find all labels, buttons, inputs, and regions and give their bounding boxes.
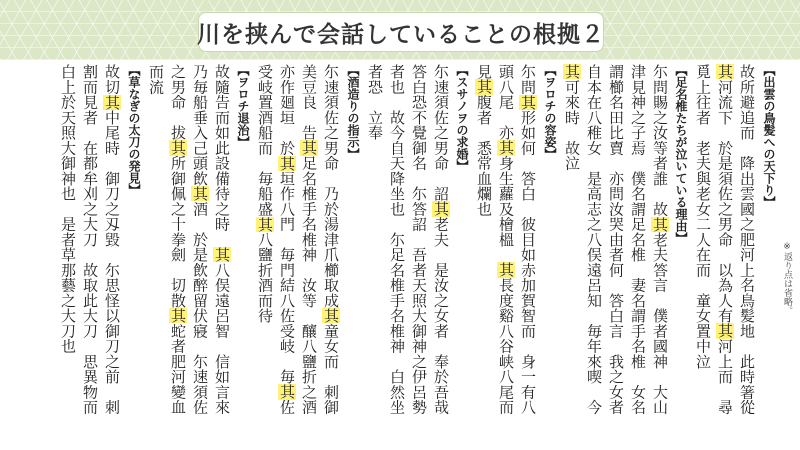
- highlighted-char: 其: [169, 308, 187, 324]
- highlighted-char: 其: [191, 186, 209, 202]
- highlighted-char: 其: [278, 155, 296, 171]
- text-column: 見其腹者 悉常血爛也: [475, 64, 493, 217]
- text-column: 尓速須佐之男命 詔其老夫 是汝之女者 奉於吾哉: [432, 64, 450, 415]
- highlighted-char: 其: [169, 140, 187, 156]
- text-column: 美豆良 告其足名椎手名椎神 汝等 釀八鹽折之酒: [300, 64, 318, 415]
- highlighted-char: 其: [475, 79, 493, 95]
- highlighted-char: 其: [322, 308, 340, 324]
- section-heading: 【ヲロチの容姿】: [543, 64, 557, 160]
- text-column: 自本在八稚女 是高志之八俣遠呂知 毎年來喫 今: [585, 64, 603, 415]
- section-heading: 【出雲の鳥髪への天下り】: [762, 64, 776, 208]
- text-column: 者恐 立奉: [366, 64, 384, 141]
- highlighted-char: 其: [497, 140, 515, 156]
- text-column: 答白恐不覺御名 尓答詔 吾者天照大御神之伊呂勢: [410, 64, 428, 415]
- text-column: 故隨告而如此設備待之時 其八俣遠呂智 信如言來: [213, 64, 231, 415]
- highlighted-char: 其: [716, 64, 734, 80]
- highlighted-char: 其: [497, 262, 515, 278]
- text-column: 割而見者 在都牟刈之大刀 故取此大刀 思異物而: [81, 64, 99, 415]
- text-column: 尓問賜之汝等者誰 故其老夫答言 僕者國神 大山: [651, 64, 669, 415]
- section-heading: 【酒造りの指示】: [346, 64, 360, 160]
- highlighted-char: 其: [716, 323, 734, 339]
- section-heading: 【足名椎たちが泣いている理由】: [674, 64, 688, 244]
- text-column: 尓問其形如何 答白 彼目如赤加賀智而 身一有八: [519, 64, 537, 415]
- text-column: 頭八尾 亦其身生蘿及檜榲 其長度谿八谷峡八尾而: [497, 64, 515, 415]
- highlighted-char: 其: [256, 216, 274, 232]
- text-column: 其可來時 故泣: [563, 64, 581, 171]
- text-column: 之男命 拔其所御佩之十拳劍 切散其蛇者肥河變血: [169, 64, 187, 415]
- text-column: 者也 故今自天降坐也 尓足名椎手名椎神 白然坐: [388, 64, 406, 415]
- section-heading: 【スサノヲの求婚】: [455, 64, 469, 172]
- highlighted-char: 其: [563, 64, 581, 80]
- text-column: 亦作廻垣 於其垣作八門 毎門結八佐受岐 毎其佐: [278, 64, 296, 415]
- text-column: 而流: [147, 64, 165, 95]
- text-column: 故所避追而 降出雲國之肥河上名鳥髪地 此時箸從: [738, 64, 756, 415]
- highlighted-char: 其: [651, 216, 669, 232]
- text-column: 謂櫛名田比賣 亦問汝哭由者何 答白言 我之女者: [607, 64, 625, 415]
- highlighted-char: 其: [432, 201, 450, 217]
- page-title: 川を挟んで会話していることの根拠２: [198, 12, 604, 52]
- text-column: 尓速須佐之男命 乃於湯津爪櫛取成其童女而 刺御: [322, 64, 340, 415]
- kaeriten-note: ※返り点は省略。: [782, 242, 792, 315]
- text-column: 其河流下 於是須佐之男命 以為人有其河上而 尋: [716, 64, 734, 415]
- text-column: 白上於天照大御神也 是者草那藝之大刀也: [59, 64, 77, 354]
- text-column: 受岐置酒船而 毎船盛其八鹽折酒而待: [256, 64, 274, 324]
- text-column: 故切其中尾時 御刀之刄毀 尓思怪以御刀之前 刺: [103, 64, 121, 415]
- highlighted-char: 其: [300, 140, 318, 156]
- header-banner: [0, 0, 800, 60]
- text-column: 乃毎船垂入己頭飲其酒 於是飲醉留伏寢 尓速須佐: [191, 64, 209, 415]
- section-heading: 【ヲロチ退治】: [236, 64, 250, 148]
- highlighted-char: 其: [213, 247, 231, 263]
- text-column: 覓上往者 老夫與老女二人在而 童女置中泣: [694, 64, 712, 369]
- highlighted-char: 其: [519, 94, 537, 110]
- text-column: 津見神之子焉 僕名謂足名椎 妻名謂手名椎 女名: [629, 64, 647, 415]
- highlighted-char: 其: [278, 384, 296, 400]
- highlighted-char: 其: [103, 94, 121, 110]
- section-heading: 【草なぎの太刀の発見】: [127, 64, 141, 196]
